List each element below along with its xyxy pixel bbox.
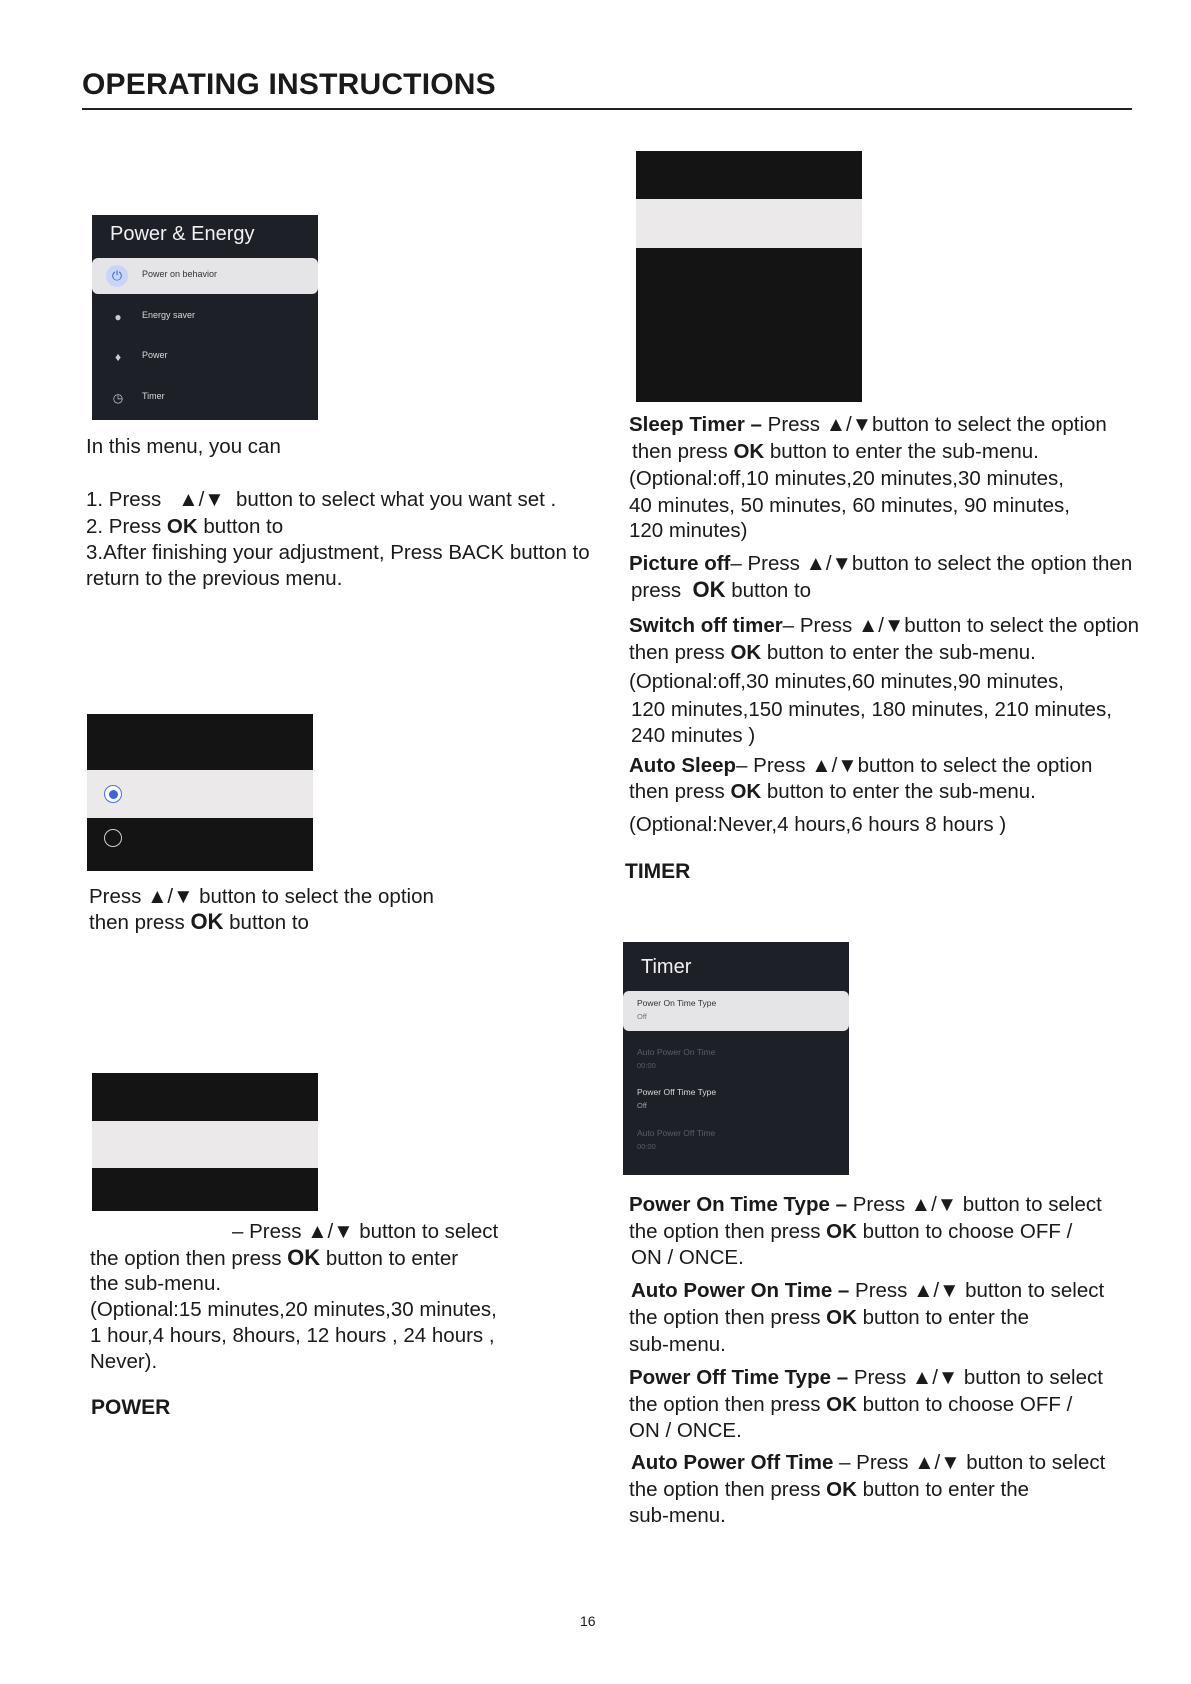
saver-desc-5: 1 hour,4 hours, 8hours, 12 hours , 24 hours ,: [90, 1324, 495, 1347]
auto-sleep-2: then press OK button to enter the sub-menu.: [629, 780, 1036, 803]
menu-item-timer[interactable]: [92, 380, 318, 416]
pot-1: Power On Time Type – Press ▲/▼ button to select: [629, 1193, 1102, 1216]
pot-3: ON / ONCE.: [631, 1246, 744, 1269]
page-title: OPERATING INSTRUCTIONS: [82, 68, 496, 101]
pot-2: the option then press OK button to choose OFF /: [629, 1220, 1073, 1243]
menu-item-power[interactable]: [92, 339, 318, 375]
power-energy-menu: [92, 215, 318, 420]
timer-menu: [623, 942, 849, 1175]
saver-desc-2: the option then press OK button to enter: [90, 1245, 459, 1270]
saver-desc-3: the sub-menu.: [90, 1272, 222, 1295]
bulb-icon: ●: [114, 310, 122, 324]
saver-desc-4: (Optional:15 minutes,20 minutes,30 minutes,: [90, 1298, 497, 1321]
timer-item-auto-power-on-time[interactable]: Auto Power On Time 00:00: [637, 1047, 716, 1070]
switch-off-3: (Optional:off,30 minutes,60 minutes,90 minutes,: [629, 670, 1064, 693]
sleep-timer-1: Sleep Timer – Press ▲/▼button to select the option: [629, 413, 1107, 436]
plug-icon: ♦: [114, 350, 122, 364]
step-3: 3.After finishing your adjustment, Press BACK button to return to the previous menu.: [86, 541, 590, 590]
switch-off-2: then press OK button to enter the sub-menu.: [629, 641, 1036, 664]
selected-option-band: [636, 199, 862, 248]
energy-saver-screenshot: [92, 1073, 318, 1211]
power-submenu-screenshot: [636, 151, 862, 402]
menu-title: Power & Energy: [110, 223, 255, 245]
poft-2: the option then press OK button to choose OFF /: [629, 1393, 1073, 1416]
sleep-timer-2: then press OK button to enter the sub-menu.: [632, 440, 1039, 463]
radio-unselected[interactable]: [104, 829, 122, 847]
radio-selected[interactable]: [104, 785, 122, 803]
menu-item-label: Power: [142, 350, 168, 360]
behavior-desc-2: then press OK button to: [89, 909, 309, 934]
switch-off-4: 120 minutes,150 minutes, 180 minutes, 210 minutes,: [631, 698, 1112, 721]
apot-2: the option then press OK button to enter the: [629, 1306, 1030, 1329]
menu-title: Timer: [641, 956, 692, 978]
timer-item-auto-power-off-time[interactable]: Auto Power Off Time 00:00: [637, 1128, 716, 1151]
timer-item-power-off-time-type[interactable]: Power Off Time Type Off: [637, 1087, 717, 1110]
arrows-icon: ▲/▼: [178, 488, 225, 511]
timer-heading: TIMER: [625, 860, 691, 883]
poft-1: Power Off Time Type – Press ▲/▼ button to select: [629, 1366, 1103, 1389]
step-1: 1. Press ▲/▼ button to select what you want set .: [86, 488, 557, 511]
menu-item-label: Power on behavior: [142, 269, 218, 279]
saver-desc-6: Never).: [90, 1350, 158, 1373]
page-number: 16: [580, 1613, 596, 1629]
timer-item-power-on-time-type[interactable]: Power On Time Type Off: [623, 991, 849, 1031]
clock-icon: ◷: [112, 391, 124, 405]
power-on-behavior-screenshot: [87, 714, 313, 871]
poft-3: ON / ONCE.: [629, 1419, 742, 1442]
saver-desc-1: – Press ▲/▼ button to select: [232, 1220, 499, 1243]
picture-off-2: press OK button to: [631, 577, 812, 602]
sleep-timer-5: 120 minutes): [629, 519, 748, 542]
apot-1: Auto Power On Time – Press ▲/▼ button to select: [631, 1279, 1105, 1302]
header-divider: [82, 108, 1132, 110]
auto-sleep-1: Auto Sleep– Press ▲/▼button to select the option: [629, 754, 1093, 777]
sleep-timer-4: 40 minutes, 50 minutes, 60 minutes, 90 minutes,: [629, 494, 1070, 517]
switch-off-5: 240 minutes ): [631, 724, 756, 747]
switch-off-1: Switch off timer– Press ▲/▼button to select the option: [629, 614, 1140, 637]
step-2: 2. Press OK button to: [86, 515, 284, 538]
auto-sleep-3: (Optional:Never,4 hours,6 hours 8 hours ): [629, 813, 1007, 836]
power-heading: POWER: [91, 1396, 171, 1419]
picture-off-1: Picture off– Press ▲/▼button to select the option then: [629, 552, 1133, 575]
behavior-desc-1: Press ▲/▼ button to select the option: [89, 885, 434, 908]
apoft-2: the option then press OK button to enter the: [629, 1478, 1030, 1501]
sleep-timer-3: (Optional:off,10 minutes,20 minutes,30 minutes,: [629, 467, 1064, 490]
apoft-3: sub-menu.: [629, 1504, 726, 1527]
menu-item-energy-saver[interactable]: [92, 299, 318, 335]
menu-item-power-on-behavior[interactable]: [92, 258, 318, 294]
intro-text: In this menu, you can: [86, 435, 281, 458]
selected-option-band: [92, 1121, 318, 1168]
apot-3: sub-menu.: [629, 1333, 726, 1356]
power-icon: ⏻: [106, 265, 128, 287]
apoft-1: Auto Power Off Time – Press ▲/▼ button to select: [631, 1451, 1106, 1474]
menu-item-label: Energy saver: [142, 310, 196, 320]
menu-item-label: Timer: [142, 391, 165, 401]
